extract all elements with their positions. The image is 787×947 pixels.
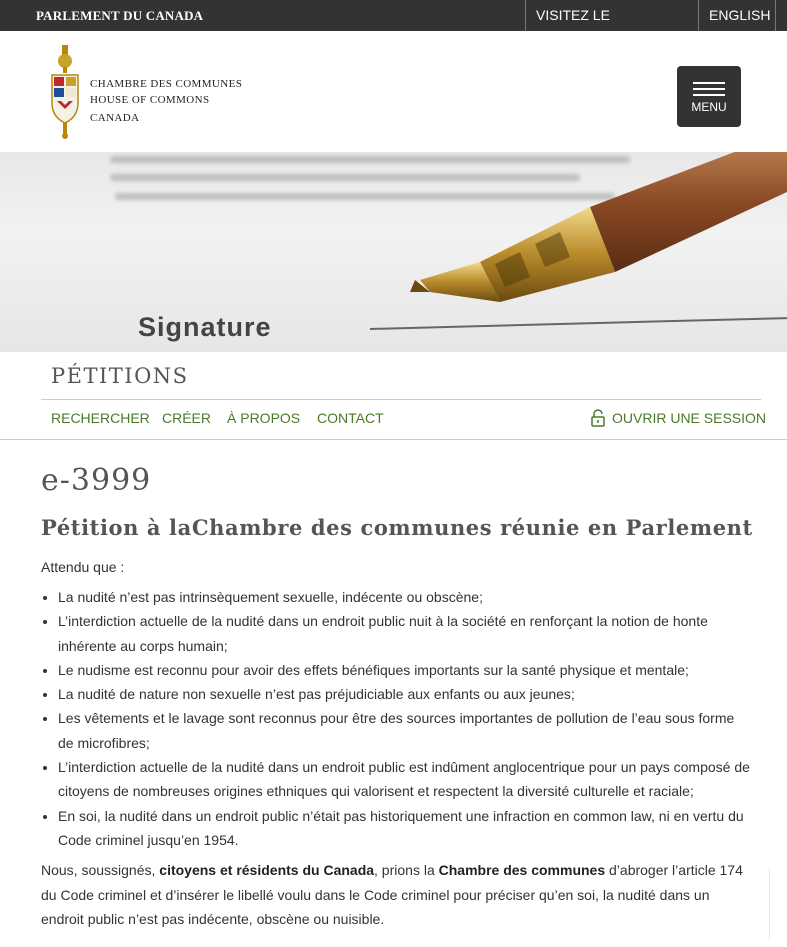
- pen-icon: [400, 152, 787, 312]
- petition-number: e-3999: [41, 463, 152, 498]
- petition-points-list: [41, 585, 753, 852]
- menu-button[interactable]: [677, 66, 741, 127]
- coat-of-arms-icon[interactable]: [49, 45, 81, 139]
- nav-create-link[interactable]: CRÉER: [162, 410, 212, 426]
- petition-point: • Le nudisme est reconnu pour avoir des effets bénéfiques importants sur la santé physique et mentale;: [58, 658, 753, 682]
- petition-point: • La nudité n’est pas intrinsèquement sexuelle, indécente ou obscène;: [58, 585, 753, 609]
- petition-content: [41, 463, 753, 932]
- logo-line-3: CANADA: [90, 112, 140, 124]
- petition-intro: Attendu que :: [41, 559, 125, 575]
- scrollbar-track[interactable]: [769, 869, 770, 939]
- logo-line-2: HOUSE OF COMMONS: [90, 93, 210, 106]
- nav-contact-link[interactable]: CONTACT: [317, 410, 384, 426]
- conclusion-text: , prions la: [374, 862, 439, 879]
- site-header: [0, 31, 787, 152]
- hamburger-icon-bar-3: [693, 94, 725, 96]
- conclusion-text: d’abroger l’article 174 du Code criminel et d’insérer le libellé voulu dans le Code criminel pour préciser qu’en soi, la nudité dans un endroit public n’est pas indécente, obscène ou nuisible.: [41, 862, 743, 928]
- conclusion-text: Nous, soussignés,: [41, 862, 160, 879]
- logo-line-1: CHAMBRE DES COMMUNES: [90, 78, 243, 90]
- parliament-brand-link[interactable]: PARLEMENT DU CANADA: [36, 8, 204, 23]
- nav-bottom-divider: [0, 439, 787, 440]
- petition-point: • L’interdiction actuelle de la nudité dans un endroit public est indûment anglocentrique pour un pays composé de citoyens de nombreuses origines ethniques qui valorisent et respectent la diversité culturelle et raciale;: [58, 755, 753, 804]
- conclusion-bold-house: Chambre des communes: [438, 862, 606, 879]
- hero-image-pen-signature: [0, 152, 787, 352]
- petition-heading: Pétition à laChambre des communes réunie en Parlement: [41, 515, 753, 540]
- conclusion-bold-citizens: citoyens et résidents du Canada: [159, 862, 375, 879]
- nav-search-link[interactable]: RECHERCHER: [51, 410, 150, 426]
- signature-caption: Signature: [138, 312, 272, 342]
- petition-conclusion: [41, 858, 753, 932]
- petition-point: • Les vêtements et le lavage sont reconnus pour être des sources importantes de pollution de l’eau sous forme de microfibres;: [58, 706, 753, 755]
- nav-divider: [41, 399, 761, 400]
- hamburger-icon-bar-2: [693, 88, 725, 90]
- top-bar: [0, 0, 787, 31]
- visit-parliament-link[interactable]: VISITEZ LE: [525, 0, 698, 31]
- english-language-link[interactable]: ENGLISH: [698, 0, 776, 31]
- hamburger-icon-bar-1: [693, 82, 725, 84]
- house-of-commons-logo[interactable]: [90, 77, 242, 127]
- petition-point: • La nudité de nature non sexuelle n’est pas préjudiciable aux enfants ou aux jeunes;: [58, 682, 753, 706]
- petition-point: • En soi, la nudité dans un endroit public n’était pas historiquement une infraction en common law, ni en vertu du Code criminel jusqu’en 1954.: [58, 804, 753, 853]
- login-link[interactable]: OUVRIR UNE SESSION: [612, 410, 767, 426]
- unlock-icon[interactable]: [591, 409, 605, 427]
- petitions-title[interactable]: PÉTITIONS: [51, 364, 189, 388]
- menu-label: MENU: [691, 100, 727, 114]
- petition-point: • L’interdiction actuelle de la nudité dans un endroit public nuit à la société en renforçant la notion de honte inhérente au corps humain;: [58, 609, 753, 658]
- signature-line: [370, 317, 787, 330]
- nav-about-link[interactable]: À PROPOS: [227, 410, 301, 426]
